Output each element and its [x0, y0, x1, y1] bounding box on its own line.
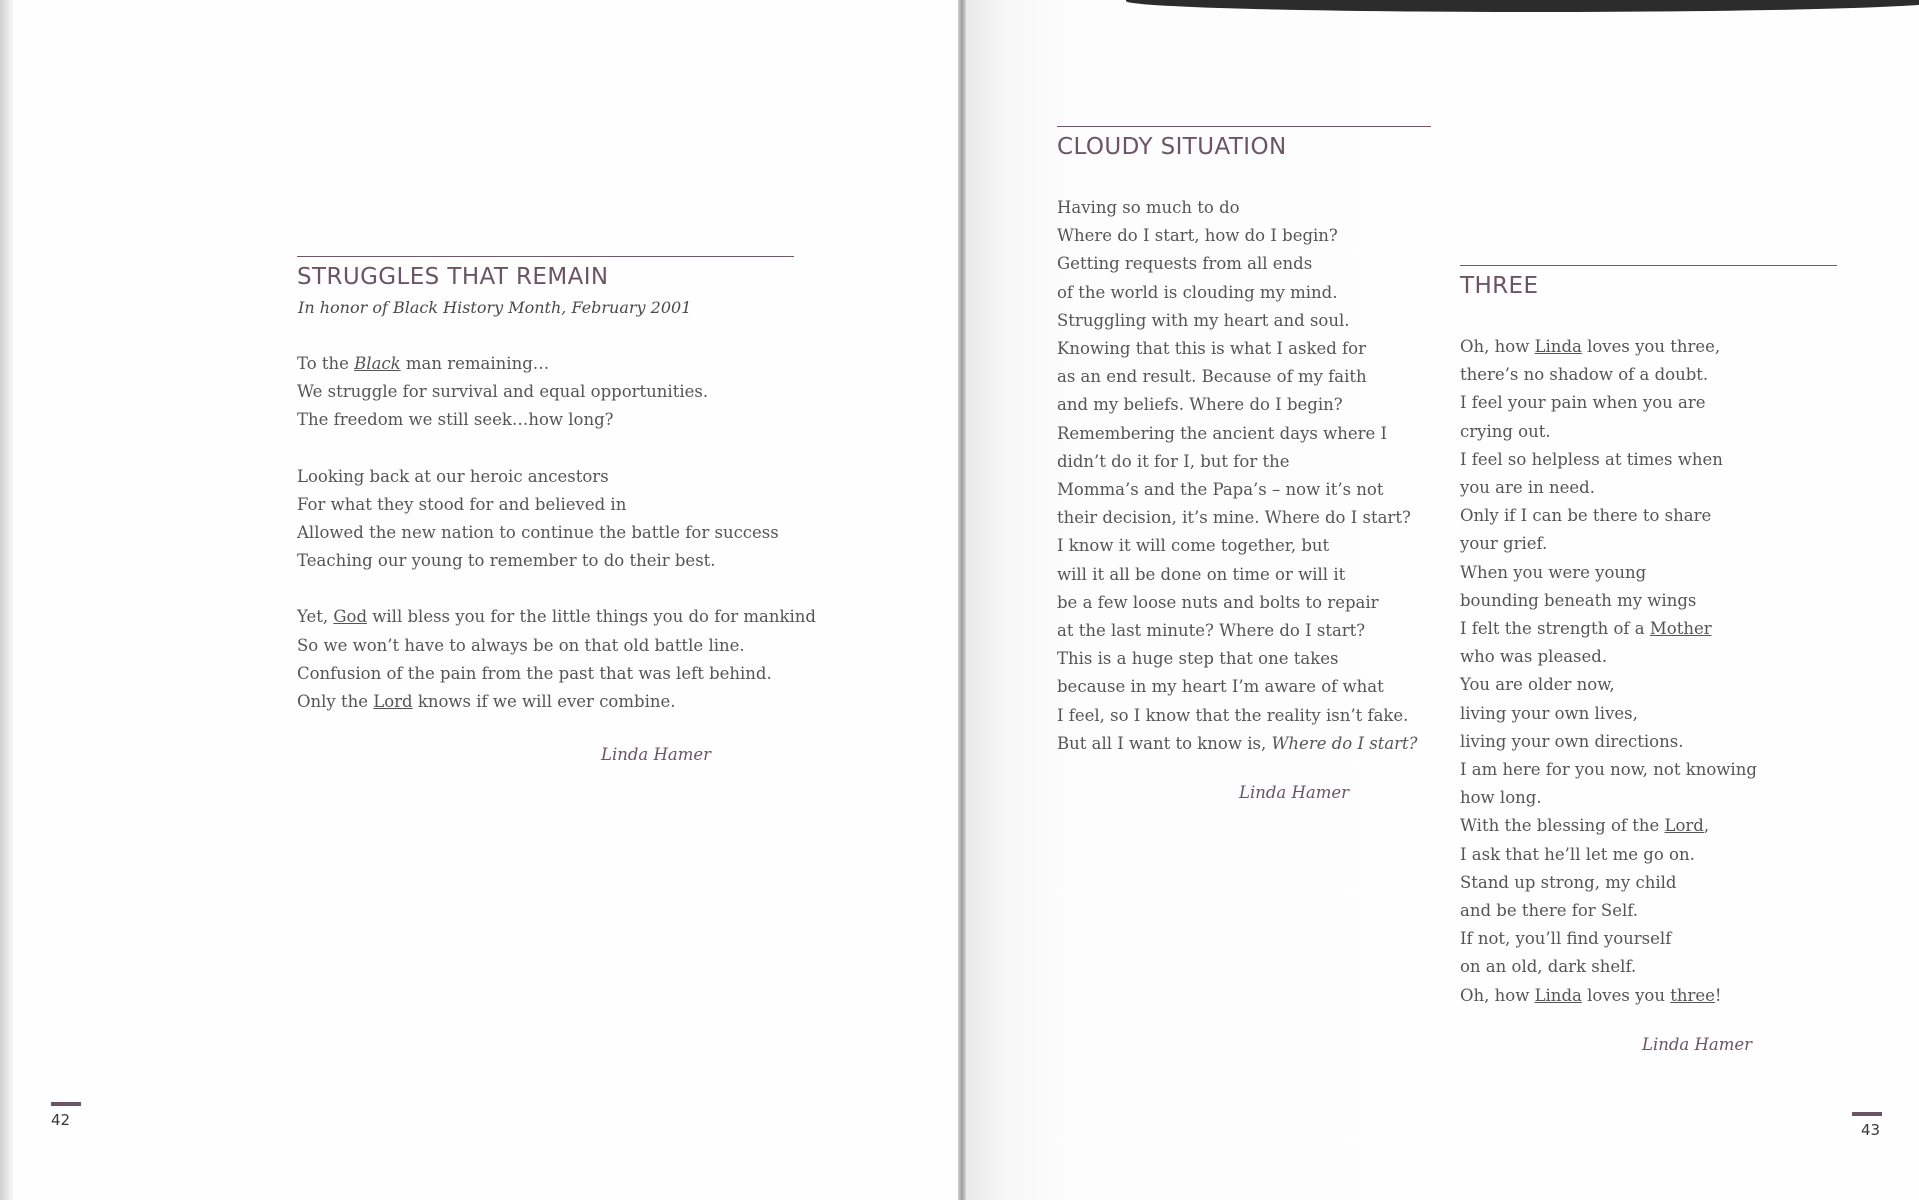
line-text: Only the: [297, 692, 374, 712]
line-text: I felt the strength of a: [1460, 619, 1650, 639]
line-text: With the blessing of the: [1460, 816, 1665, 836]
line-text: So we won’t have to always be on that old battle line.: [297, 635, 745, 655]
poem-line: [1460, 982, 1757, 1010]
poem-line: [1057, 504, 1418, 532]
page-top-shadow: [1126, 0, 1919, 12]
line-text: crying out.: [1460, 421, 1551, 441]
poem-line: [1057, 532, 1418, 560]
poem-body-struggles: [297, 350, 816, 744]
poem-line: [1460, 587, 1757, 615]
line-text: loves you three,: [1581, 337, 1721, 356]
poem-line: [1057, 335, 1418, 363]
poem-line: [1057, 363, 1418, 391]
poem-line: [1460, 953, 1757, 981]
line-text: When you were young: [1460, 562, 1647, 582]
poem-author: Linda Hamer: [1239, 783, 1350, 802]
poem-line: [1460, 897, 1757, 925]
line-text: and my beliefs. Where do I begin?: [1057, 395, 1343, 415]
poem-line: [1460, 333, 1757, 361]
right-page: [966, 0, 1919, 1200]
poem-author: Linda Hamer: [1642, 1035, 1753, 1054]
line-text: Teaching our young to remember to do their best.: [297, 551, 716, 571]
title-rule: [297, 256, 794, 257]
line-text: This is a huge step that one takes: [1057, 649, 1339, 669]
line-text: of the world is clouding my mind.: [1057, 282, 1338, 302]
poem-line: [1057, 673, 1418, 701]
poem-stanza: [297, 350, 816, 435]
line-text: there’s no shadow of a doubt.: [1460, 365, 1709, 385]
line-text: Looking back at our heroic ancestors: [297, 466, 609, 486]
line-text: loves you: [1581, 985, 1671, 1005]
title-rule: [1057, 126, 1431, 127]
line-text: how long.: [1460, 788, 1542, 808]
line-text: knows if we will ever combine.: [412, 692, 676, 712]
line-text: For what they stood for and believed in: [297, 494, 627, 514]
poem-line: [1460, 728, 1757, 756]
line-text: The freedom we still seek…how long?: [297, 410, 614, 430]
line-text: Struggling with my heart and soul.: [1057, 310, 1350, 330]
poem-line: [1057, 476, 1418, 504]
line-text: Getting requests from all ends: [1057, 254, 1313, 274]
poem-line: [1460, 502, 1757, 530]
emphasized-word: Black: [354, 354, 401, 373]
line-text: I know it will come together, but: [1057, 536, 1330, 556]
poem-line: [1460, 869, 1757, 897]
page-edge-shadow: [0, 0, 14, 1200]
line-text: But all I want to know is,: [1057, 733, 1272, 753]
poem-line: [1057, 617, 1418, 645]
poem-line: [1460, 700, 1757, 728]
line-text: Confusion of the pain from the past that was left behind.: [297, 663, 772, 683]
emphasized-word: Linda: [1534, 337, 1582, 356]
poem-author: Linda Hamer: [601, 745, 712, 764]
poem-line: [1057, 730, 1418, 758]
line-text: We struggle for survival and equal opportunities.: [297, 382, 709, 402]
poem-line: [297, 688, 816, 716]
poem-line: [297, 406, 816, 434]
poem-line: [1057, 561, 1418, 589]
line-text: as an end result. Because of my faith: [1057, 367, 1367, 387]
line-text: at the last minute? Where do I start?: [1057, 621, 1366, 641]
line-text: Oh, how: [1460, 337, 1535, 356]
poem-line: [297, 491, 816, 519]
line-text: Knowing that this is what I asked for: [1057, 339, 1366, 359]
poem-line: [1460, 812, 1757, 840]
poem-line: [1057, 448, 1418, 476]
poem-title-cloudy: CLOUDY SITUATION: [1057, 134, 1287, 160]
line-text: will it all be done on time or will it: [1057, 564, 1346, 584]
poem-title-three: THREE: [1460, 273, 1539, 299]
poem-line: [1057, 194, 1418, 222]
poem-line: [1057, 645, 1418, 673]
line-text: Momma’s and the Papa’s – now it’s not: [1057, 480, 1384, 500]
line-text: didn’t do it for I, but for the: [1057, 451, 1290, 471]
poem-line: [1460, 643, 1757, 671]
line-text: I feel your pain when you are: [1460, 393, 1706, 413]
poem-line: [297, 519, 816, 547]
poem-body-cloudy: [1057, 194, 1418, 758]
poem-line: [1460, 446, 1757, 474]
poem-title-struggles: STRUGGLES THAT REMAIN: [297, 264, 609, 290]
poem-line: [1460, 615, 1757, 643]
line-text: living your own directions.: [1460, 731, 1684, 751]
poem-line: [297, 463, 816, 491]
title-rule: [1460, 265, 1837, 266]
emphasized-word: three: [1670, 985, 1715, 1005]
line-text: Remembering the ancient days where I: [1057, 423, 1388, 443]
line-text: be a few loose nuts and bolts to repair: [1057, 592, 1379, 612]
line-text: Oh, how: [1460, 985, 1535, 1005]
page-number-bar: [1852, 1112, 1882, 1116]
page-number: 43: [1861, 1121, 1881, 1139]
poem-stanza: [297, 463, 816, 576]
poem-line: [1460, 389, 1757, 417]
line-text: !: [1714, 985, 1722, 1005]
emphasized-word: Lord: [373, 692, 413, 712]
line-text: If not, you’ll find yourself: [1460, 929, 1672, 949]
poem-stanza: [297, 603, 816, 716]
line-text: bounding beneath my wings: [1460, 590, 1697, 610]
poem-subtitle: In honor of Black History Month, February 2001: [298, 298, 692, 317]
line-text: because in my heart I’m aware of what: [1057, 677, 1384, 697]
poem-line: [1057, 391, 1418, 419]
line-text: on an old, dark shelf.: [1460, 957, 1637, 977]
line-text: and be there for Self.: [1460, 901, 1639, 921]
poem-line: [1460, 530, 1757, 558]
line-text: Allowed the new nation to continue the battle for success: [297, 523, 779, 543]
poem-line: [1057, 307, 1418, 335]
line-text: Only if I can be there to share: [1460, 506, 1712, 526]
line-text: Stand up strong, my child: [1460, 872, 1677, 892]
poem-line: [1057, 279, 1418, 307]
poem-line: [1057, 250, 1418, 278]
emphasized-word: Mother: [1649, 619, 1712, 639]
line-text: will bless you for the little things you do for mankind: [367, 607, 816, 627]
poem-line: [297, 350, 816, 378]
poem-line: [1460, 756, 1757, 784]
poem-line: [1460, 671, 1757, 699]
page-number: 42: [51, 1111, 71, 1129]
line-text: Having so much to do: [1057, 198, 1240, 217]
poem-line: [1460, 559, 1757, 587]
poem-line: [297, 660, 816, 688]
poem-line: [1460, 418, 1757, 446]
line-text: I am here for you now, not knowing: [1460, 760, 1757, 780]
emphasized-word: Lord: [1664, 816, 1704, 836]
poem-line: [297, 603, 816, 631]
line-text: I ask that he’ll let me go on.: [1460, 844, 1695, 864]
poem-line: [297, 632, 816, 660]
poem-line: [1057, 702, 1418, 730]
poem-line: [1460, 361, 1757, 389]
line-text: Yet,: [297, 607, 334, 627]
line-text: I feel, so I know that the reality isn’t fake.: [1057, 705, 1409, 725]
poem-line: [297, 378, 816, 406]
poem-line: [297, 547, 816, 575]
emphasized-word: God: [333, 607, 368, 627]
poem-line: [1460, 925, 1757, 953]
poem-line: [1460, 784, 1757, 812]
line-text: their decision, it’s mine. Where do I start?: [1057, 508, 1411, 528]
poem-line: [1057, 222, 1418, 250]
emphasized-word: Linda: [1534, 985, 1582, 1005]
line-text: man remaining…: [400, 354, 550, 373]
page-number-bar: [51, 1102, 81, 1106]
line-text: who was pleased.: [1460, 647, 1608, 667]
line-text: you are in need.: [1460, 478, 1595, 498]
line-text: living your own lives,: [1460, 703, 1638, 723]
book-spine: [958, 0, 966, 1200]
emphasized-word: Where do I start?: [1271, 733, 1418, 753]
line-text: Where do I start, how do I begin?: [1057, 226, 1338, 246]
poem-line: [1057, 420, 1418, 448]
poem-body-three: [1460, 333, 1757, 1010]
poem-line: [1460, 841, 1757, 869]
line-text: To the: [297, 354, 355, 373]
line-text: You are older now,: [1460, 675, 1615, 695]
poem-line: [1057, 589, 1418, 617]
poem-line: [1460, 474, 1757, 502]
line-text: your grief.: [1460, 534, 1548, 554]
line-text: I feel so helpless at times when: [1460, 449, 1723, 469]
line-text: ,: [1703, 816, 1710, 836]
